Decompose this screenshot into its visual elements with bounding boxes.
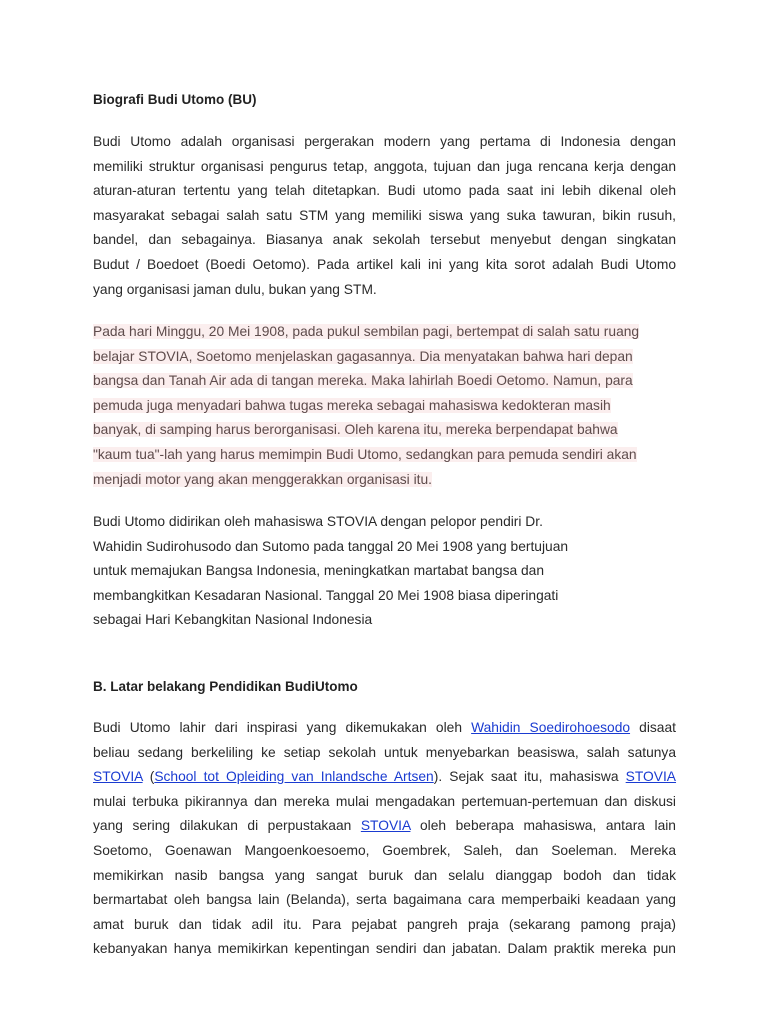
- text-line: bandel, dan sebagainya. Biasanya anak sekolah tersebut menyebut dengan singkatan: [93, 232, 676, 248]
- text-line: pemuda juga menyadari bahwa tugas mereka sebagai mahasiswa kedokteran masih: [93, 397, 611, 413]
- text-line: Wahidin Sudirohusodo dan Sutomo pada tanggal 20 Mei 1908 yang bertujuan: [93, 538, 569, 554]
- text-line: STOVIA (School tot Opleiding van Inlandsche Artsen). Sejak saat itu, mahasiswa STOVIA: [93, 769, 677, 785]
- link-wahidin[interactable]: Wahidin Soedirohoesodo: [471, 720, 631, 735]
- text-line: memiliki struktur organisasi pengurus tetap, anggota, tujuan dan juga rencana kerja dengan: [93, 158, 676, 174]
- paragraph-background: [93, 716, 676, 962]
- text-line: yang sering dilakukan di perpustakaan STOVIA oleh beberapa mahasiswa, antara lain: [93, 818, 676, 834]
- text-line: Budi Utomo adalah organisasi pergerakan modern yang pertama di Indonesia dengan: [93, 134, 676, 149]
- text-line: banyak, di samping harus berorganisasi. Oleh karena itu, mereka berpendapat bahwa: [93, 422, 618, 438]
- text-line: aturan-aturan tertentu yang telah ditetapkan. Budi utomo pada saat ini lebih dikenal oleh: [93, 183, 676, 199]
- text-line: belajar STOVIA, Soetomo menjelaskan gagasannya. Dia menyatakan bahwa hari depan: [93, 348, 633, 364]
- text-line: mulai terbuka pikirannya dan mereka mulai mengadakan pertemuan-pertemuan dan diskusi: [93, 793, 676, 809]
- text-line: menjadi motor yang akan menggerakkan organisasi itu.: [93, 471, 432, 487]
- link-stovia[interactable]: STOVIA: [625, 769, 677, 785]
- text-line: Pada hari Minggu, 20 Mei 1908, pada pukul sembilan pagi, bertempat di salah satu ruang: [93, 324, 640, 339]
- text-line: beliau sedang berkeliling ke setiap sekolah untuk menyebarkan beasiswa, salah satunya: [93, 744, 676, 760]
- text-line: "kaum tua"-lah yang harus memimpin Budi Utomo, sedangkan para pemuda sendiri akan: [93, 446, 637, 462]
- text-line: masyarakat sebagai salah satu STM yang memiliki siswa yang suka tawuran, bikin rusuh,: [93, 207, 676, 223]
- link-school-tot-opleiding[interactable]: School tot Opleiding van Inlandsche Artsen: [154, 769, 434, 785]
- link-stovia[interactable]: STOVIA: [360, 818, 411, 834]
- paragraph-founding: [93, 510, 676, 633]
- text-line: membangkitkan Kesadaran Nasional. Tanggal 20 Mei 1908 biasa diperingati: [93, 587, 559, 603]
- text-line: bangsa dan Tanah Air ada di tangan mereka. Maka lahirlah Boedi Oetomo. Namun, para: [93, 373, 633, 389]
- paragraph-intro: [93, 130, 676, 302]
- text-line: Budi Utomo lahir dari inspirasi yang dikemukakan oleh Wahidin Soedirohoesodo disaat: [93, 720, 676, 735]
- text-line: kebanyakan hanya memikirkan kepentingan sendiri dan jabatan. Dalam praktik mereka pun: [93, 941, 676, 957]
- heading-biografi: Biografi Budi Utomo (BU): [93, 92, 257, 107]
- text-line: amat buruk dan tidak adil itu. Para pejabat pangreh praja (sekarang pamong praja): [93, 916, 676, 932]
- text-line: bermartabat oleh bangsa lain (Belanda), serta bagaimana cara memperbaiki keadaan yang: [93, 892, 676, 908]
- text-line: sebagai Hari Kebangkitan Nasional Indonesia: [93, 612, 373, 628]
- text-line: Budut / Boedoet (Boedi Oetomo). Pada artikel kali ini yang kita sorot adalah Budi Utomo: [93, 256, 676, 272]
- paragraph-highlighted-quote: [93, 320, 676, 492]
- text-line: untuk memajukan Bangsa Indonesia, meningkatkan martabat bangsa dan: [93, 563, 544, 579]
- text-line: yang organisasi jaman dulu, bukan yang STM.: [93, 281, 377, 297]
- heading-latar-belakang: B. Latar belakang Pendidikan BudiUtomo: [93, 679, 358, 694]
- text-line: memikirkan nasib bangsa yang sangat buruk dan selalu dianggap bodoh dan tidak: [93, 867, 676, 883]
- text-line: Budi Utomo didirikan oleh mahasiswa STOVIA dengan pelopor pendiri Dr.: [93, 514, 543, 529]
- link-stovia[interactable]: STOVIA: [93, 769, 143, 785]
- text-line: Soetomo, Goenawan Mangoenkoesoemo, Goembrek, Saleh, dan Soeleman. Mereka: [93, 842, 676, 858]
